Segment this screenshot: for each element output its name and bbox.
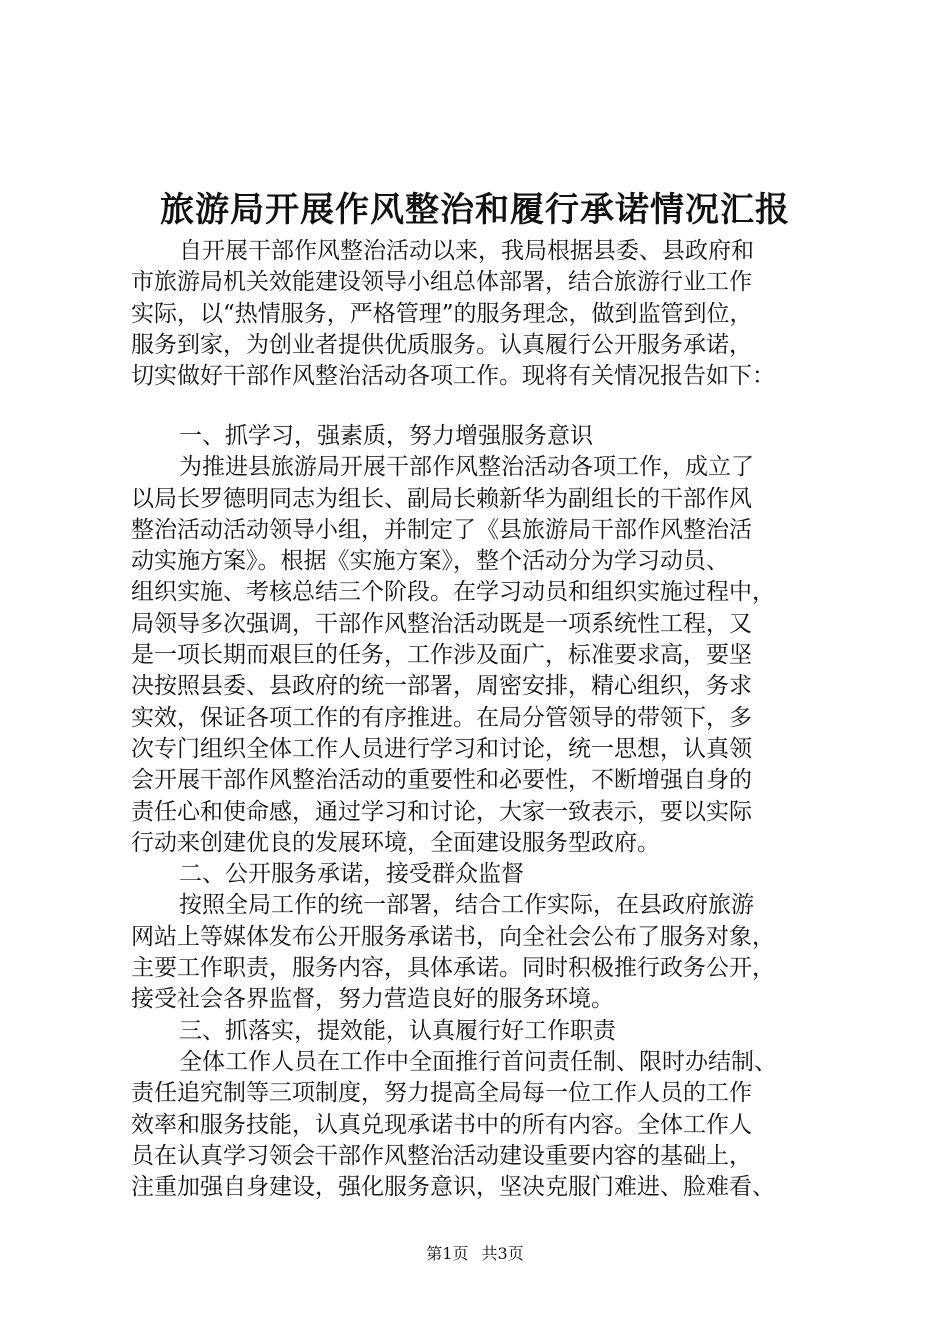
- section1-paragraph-line: 行动来创建优良的发展环境，全面建设服务型政府。: [131, 829, 660, 856]
- section1-paragraph-line: 是一项长期而艰巨的任务，工作涉及面广，标准要求高，要坚: [131, 642, 752, 669]
- section1-paragraph-line: 次专门组织全体工作人员进行学习和讨论，统一思想，认真领: [131, 735, 752, 762]
- section1-paragraph-line: 实效，保证各项工作的有序推进。在局分管领导的带领下，多: [131, 704, 752, 731]
- intro-paragraph-line: 切实做好干部作风整治活动各项工作。现将有关情况报告如下：: [131, 363, 775, 390]
- section2-paragraph-line: 主要工作职责，服务内容，具体承诺。同时积极推行政务公开，: [131, 955, 775, 982]
- intro-paragraph-line: 自开展干部作风整治活动以来，我局根据县委、县政府和: [179, 238, 754, 264]
- section3-paragraph-line: 注重加强自身建设，强化服务意识，坚决克服门难进、脸难看、: [131, 1174, 775, 1201]
- section1-paragraph-line: 局领导多次强调，干部作风整治活动既是一项系统性工程，又: [131, 610, 752, 637]
- intro-paragraph-line: 实际，以“热情服务，严格管理”的服务理念，做到监管到位，: [131, 300, 753, 327]
- section1-paragraph-line: 组织实施、考核总结三个阶段。在学习动员和组织实施过程中，: [131, 579, 775, 606]
- section1-paragraph-line: 为推进县旅游局开展干部作风整治活动各项工作，成立了: [179, 454, 754, 481]
- document-body-part2: [131, 421, 851, 1203]
- section-heading: 一、抓学习，强素质，努力增强服务意识: [179, 423, 593, 449]
- intro-paragraph-line: 市旅游局机关效能建设领导小组总体部署，结合旅游行业工作: [131, 269, 752, 296]
- section-heading: 三、抓落实，提效能，认真履行好工作职责: [179, 1017, 616, 1044]
- section2-paragraph-line: 网站上等媒体发布公开服务承诺书，向全社会公布了服务对象，: [131, 923, 775, 950]
- section2-paragraph-line: 按照全局工作的统一部署，结合工作实际，在县政府旅游: [179, 892, 754, 919]
- page-number: 第1页: [426, 1244, 469, 1263]
- section3-paragraph-line: 员在认真学习领会干部作风整治活动建设重要内容的基础上，: [131, 1142, 752, 1169]
- section3-paragraph-line: 效率和服务技能，认真兑现承诺书中的所有内容。全体工作人: [131, 1111, 752, 1138]
- document-body-part1: [131, 236, 851, 392]
- section1-paragraph-line: 决按照县委、县政府的统一部署，周密安排，精心组织，务求: [131, 673, 752, 700]
- intro-paragraph-line: 服务到家，为创业者提供优质服务。认真履行公开服务承诺，: [131, 331, 752, 358]
- page-footer: [0, 1243, 950, 1265]
- document-title: 旅游局开展作风整治和履行承诺情况汇报: [160, 190, 790, 230]
- section3-paragraph-line: 全体工作人员在工作中全面推行首问责任制、限时办结制、: [179, 1048, 777, 1075]
- page-total: 共3页: [481, 1244, 524, 1263]
- section2-paragraph-line: 接受社会各界监督，努力营造良好的服务环境。: [131, 986, 614, 1013]
- section1-paragraph-line: 动实施方案》。根据《实施方案》，整个活动分为学习动员、: [131, 548, 729, 575]
- section3-paragraph-line: 责任追究制等三项制度，努力提高全局每一位工作人员的工作: [131, 1080, 752, 1107]
- section1-paragraph-line: 会开展干部作风整治活动的重要性和必要性，不断增强自身的: [131, 767, 752, 794]
- section1-paragraph-line: 责任心和使命感，通过学习和讨论，大家一致表示，要以实际: [131, 798, 752, 825]
- section1-paragraph-line: 以局长罗德明同志为组长、副局长赖新华为副组长的干部作风: [131, 485, 752, 512]
- section1-paragraph-line: 整治活动活动领导小组，并制定了《县旅游局干部作风整治活: [131, 516, 752, 543]
- section-heading: 二、公开服务承诺，接受群众监督: [179, 861, 524, 888]
